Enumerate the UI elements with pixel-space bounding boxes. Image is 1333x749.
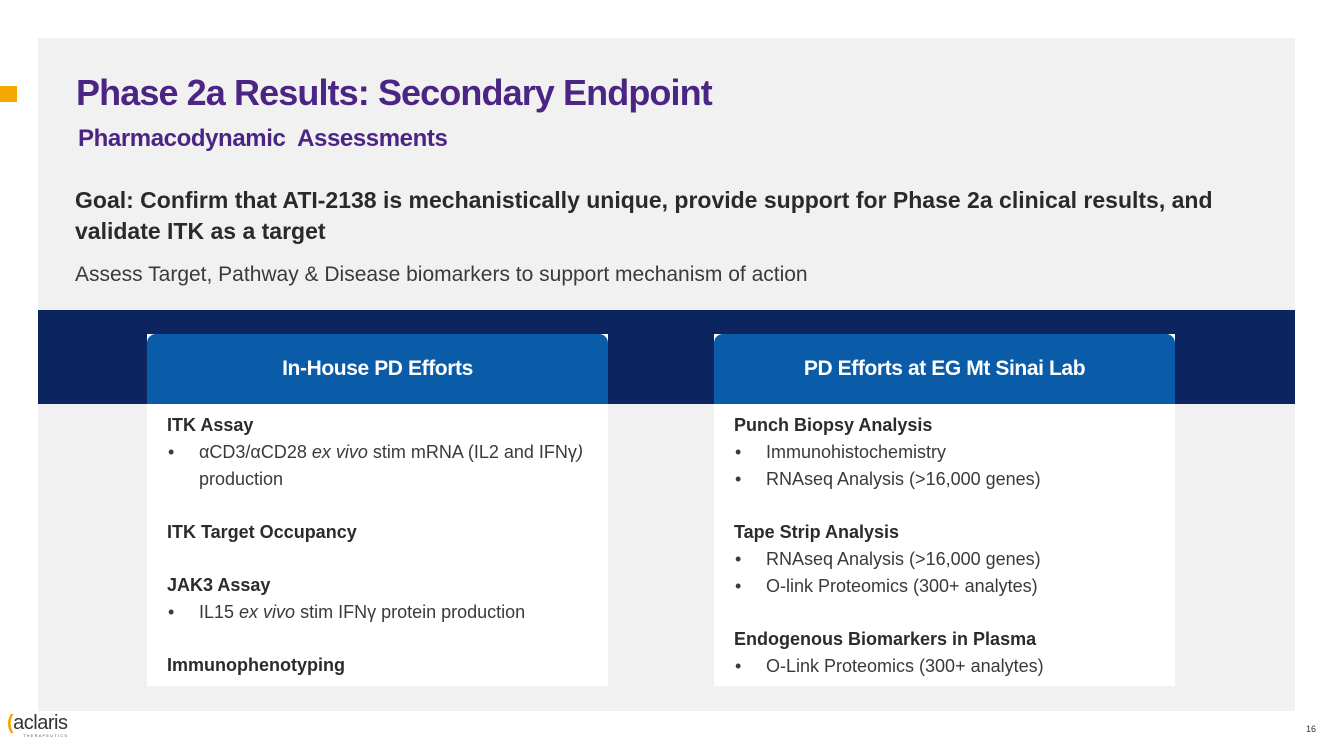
card-header: PD Efforts at EG Mt Sinai Lab <box>714 334 1175 404</box>
section-title: ITK Assay <box>167 415 254 435</box>
mt-sinai-pd-card <box>714 334 1175 686</box>
aclaris-logo: (aclaris THERAPEUTICS <box>7 712 69 738</box>
section-title: JAK3 Assay <box>167 575 271 595</box>
bullet-item: • O-link Proteomics (300+ analytes) <box>734 573 1155 600</box>
section-title: Endogenous Biomarkers in Plasma <box>734 629 1037 649</box>
card-body <box>714 404 1175 680</box>
section-tape-strip <box>734 519 1155 600</box>
bullet-item: • RNAseq Analysis (>16,000 genes) <box>734 546 1155 573</box>
section-immunophenotyping <box>167 652 588 679</box>
slide-subtitle: Pharmacodynamic Assessments <box>78 125 448 152</box>
bullet-item: • RNAseq Analysis (>16,000 genes) <box>734 466 1155 493</box>
goal-statement: Goal: Confirm that ATI-2138 is mechanistically unique, provide support for Phase 2a clinical results, and validate ITK as a target <box>75 187 1213 244</box>
in-house-pd-card <box>147 334 608 686</box>
accent-marker <box>0 86 17 102</box>
bullet-list <box>167 439 588 493</box>
section-itk-target-occupancy <box>167 519 588 546</box>
bullet-item: • IL15 ex vivo stim IFNγ protein production <box>167 599 588 626</box>
section-title: Punch Biopsy Analysis <box>734 415 933 435</box>
section-endogenous-biomarkers <box>734 626 1155 680</box>
section-jak3-assay <box>167 572 588 626</box>
bullet-list <box>734 439 1155 493</box>
section-punch-biopsy <box>734 412 1155 493</box>
bullet-item: • Immunohistochemistry <box>734 439 1155 466</box>
page-number: 16 <box>1306 724 1317 734</box>
card-body <box>147 404 608 679</box>
section-title: Immunophenotyping <box>167 655 345 675</box>
slide-title: Phase 2a Results: Secondary Endpoint <box>76 72 712 113</box>
assess-statement: Assess Target, Pathway & Disease biomarkers to support mechanism of action <box>75 263 808 286</box>
bullet-list <box>734 653 1155 680</box>
bullet-item: • O-Link Proteomics (300+ analytes) <box>734 653 1155 680</box>
bullet-list <box>167 599 588 626</box>
bullet-list <box>734 546 1155 600</box>
card-header: In-House PD Efforts <box>147 334 608 404</box>
section-title: Tape Strip Analysis <box>734 522 900 542</box>
section-itk-assay <box>167 412 588 493</box>
bullet-item: • αCD3/αCD28 ex vivo stim mRNA (IL2 and IFNγ) production <box>167 439 588 493</box>
section-title: ITK Target Occupancy <box>167 522 357 542</box>
